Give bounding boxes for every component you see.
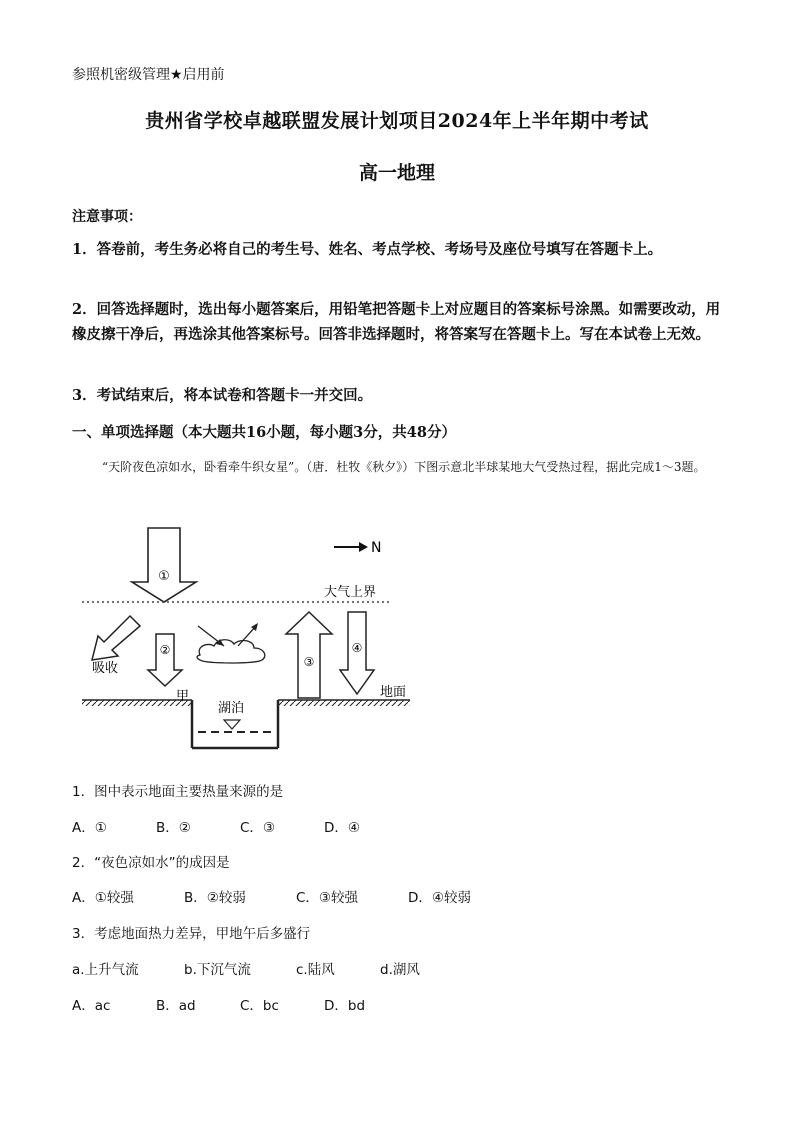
question-intro: “天阶夜色凉如水，卧看牵牛织女星”。（唐．杜牧《秋夕》）下图示意北半球某地大气受热过程，据此完成1～3题。 xyxy=(102,460,706,474)
q3-sub-option-b: b.下沉气流 xyxy=(184,962,251,978)
section-title: 一、单项选择题（本大题共16小题，每小题3分，共48分） xyxy=(72,424,456,441)
question-3-stem: 3．考虑地面热力差异，甲地午后多盛行 xyxy=(72,926,311,942)
exam-subject: 高一地理 xyxy=(358,162,435,184)
solar-radiation-arrow-1 xyxy=(132,528,196,602)
question-1-stem: 1．图中表示地面主要热量来源的是 xyxy=(72,784,284,800)
jia-label: 甲 xyxy=(176,689,190,704)
arrow-label-2: ② xyxy=(159,643,171,657)
q1-option-d[interactable]: D．④ xyxy=(324,820,360,836)
ground-surface xyxy=(82,700,410,748)
water-level-icon xyxy=(224,720,240,729)
q2-option-c[interactable]: C．③较强 xyxy=(296,890,359,906)
q2-option-a[interactable]: A．①较强 xyxy=(72,890,134,906)
q3-option-a[interactable]: A．ac xyxy=(72,998,111,1014)
ground-label: 地面 xyxy=(380,685,407,700)
atmospheric-counter-radiation-arrow-4 xyxy=(340,612,374,694)
notice-item-2: 2．回答选择题时，选出每小题答案后，用铅笔把答题卡上对应题目的答案标号涂黑。如需要改动，用橡皮擦干净后，再选涂其他答案标号。回答非选择题时，将答案写在答题卡上。写在本试卷上无效。 xyxy=(72,301,721,343)
absorption-arrow xyxy=(92,616,140,676)
q1-option-c[interactable]: C．③ xyxy=(240,820,276,836)
q2-option-d[interactable]: D．④较弱 xyxy=(408,890,471,906)
absorb-label: 吸收 xyxy=(92,661,119,676)
upper-atmosphere-label: 大气上界 xyxy=(324,585,377,600)
north-label: N xyxy=(371,540,382,556)
confidentiality-label: 参照机密级管理★启用前 xyxy=(72,67,225,83)
notice-item-1: 1．答卷前，考生务必将自己的考生号、姓名、考点学校、考场号及座位号填写在答题卡上。 xyxy=(72,241,663,258)
q3-option-d[interactable]: D．bd xyxy=(324,998,366,1014)
exam-title: 贵州省学校卓越联盟发展计划项目2024年上半年期中考试 xyxy=(145,110,649,132)
q3-option-c[interactable]: C．bc xyxy=(240,998,279,1014)
q1-option-a[interactable]: A．① xyxy=(72,820,107,836)
question-2-stem: 2．“夜色凉如水”的成因是 xyxy=(72,855,230,871)
ground-radiation-arrow-2 xyxy=(148,634,182,686)
q1-option-b[interactable]: B．② xyxy=(156,820,191,836)
arrow-label-1: ① xyxy=(158,569,170,584)
north-arrow xyxy=(334,540,381,556)
q2-option-b[interactable]: B．②较弱 xyxy=(184,890,246,906)
arrow-label-3: ③ xyxy=(303,655,315,669)
ground-radiation-arrow-3 xyxy=(286,612,332,698)
notice-item-3: 3．考试结束后，将本试卷和答题卡一并交回。 xyxy=(72,387,373,404)
cloud-icon xyxy=(197,623,265,663)
arrow-label-4: ④ xyxy=(351,641,363,655)
q3-option-b[interactable]: B．ad xyxy=(156,998,196,1014)
notice-heading: 注意事项： xyxy=(72,209,142,225)
lake-label: 湖泊 xyxy=(218,701,245,716)
q3-sub-option-c: c.陆风 xyxy=(296,962,335,978)
atmosphere-heating-diagram xyxy=(78,522,418,758)
q3-sub-option-a: a.上升气流 xyxy=(72,962,139,978)
q3-sub-option-d: d.湖风 xyxy=(380,962,420,978)
